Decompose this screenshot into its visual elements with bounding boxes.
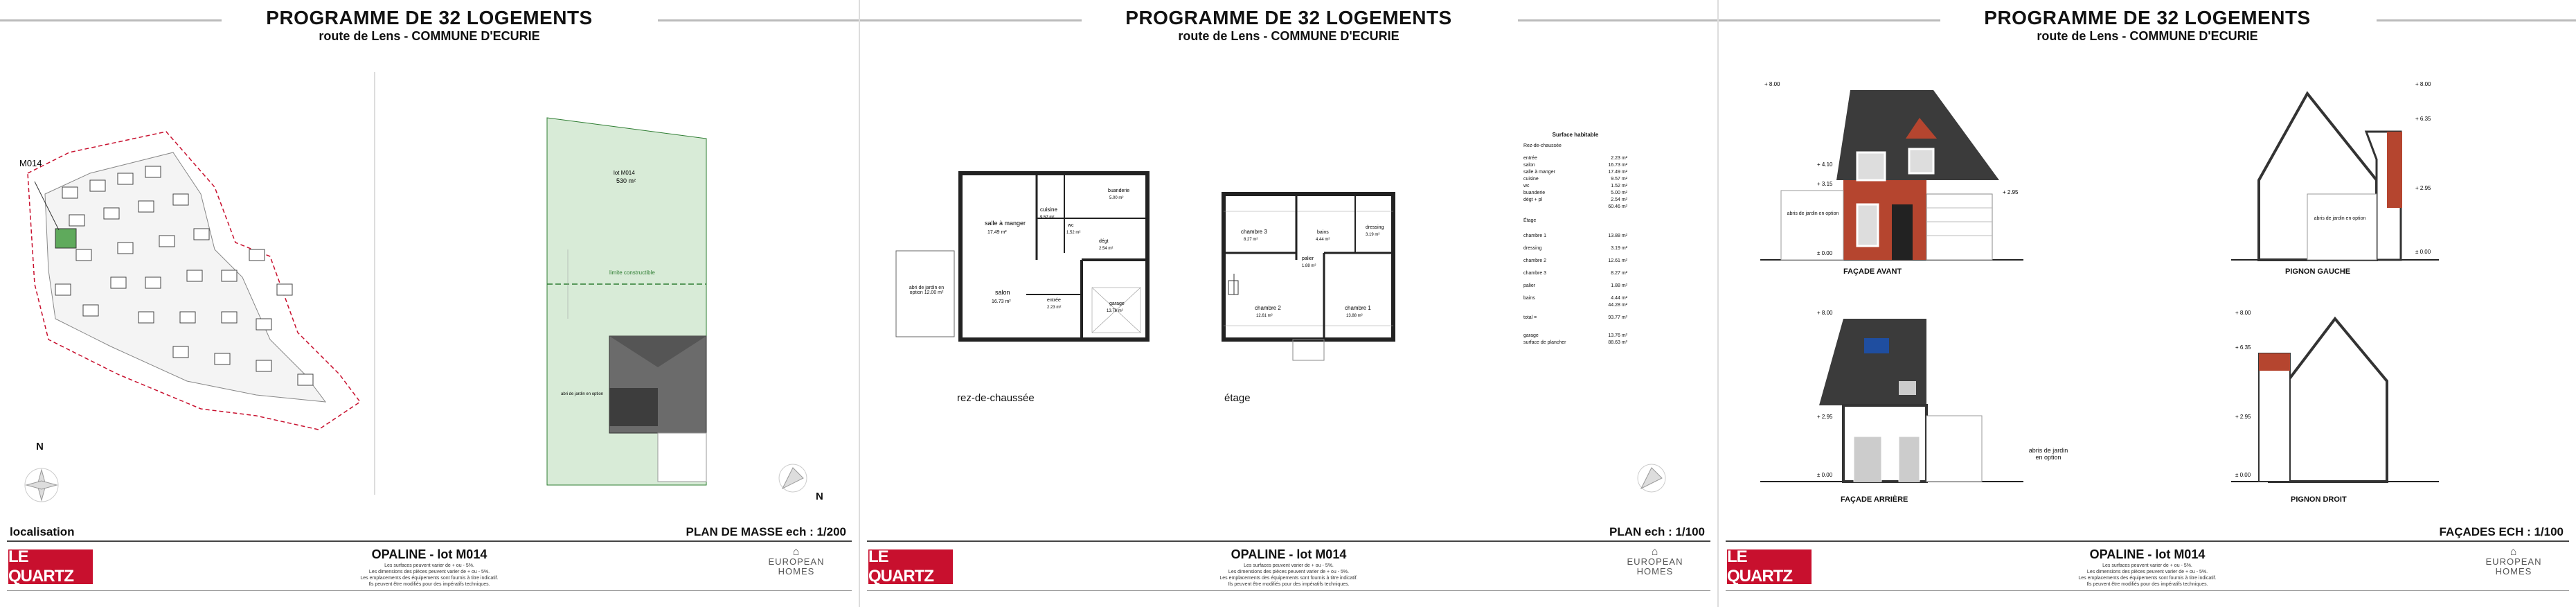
- scale-label: PLAN ech : 1/100: [1609, 525, 1705, 538]
- room-chambre-1: chambre 1: [1345, 305, 1371, 311]
- lot-area-value: 530 m²: [616, 177, 636, 184]
- lot-area-title: lot M014: [614, 170, 635, 176]
- sheet-facades: [1719, 0, 2576, 607]
- lot-title: OPALINE - lot M014: [1231, 547, 1347, 561]
- upper-floor-plan: [1220, 191, 1400, 371]
- caption-pignon-droit: PIGNON DROIT: [2291, 495, 2347, 504]
- level-295-rd: + 2.95: [2235, 414, 2251, 420]
- lot-title: OPALINE - lot M014: [371, 547, 488, 561]
- surface-table: [1523, 132, 1627, 346]
- svg-text:16.73 m²: 16.73 m²: [992, 299, 1011, 304]
- caption-facade-rear: FAÇADE ARRIÈRE: [1841, 495, 1908, 504]
- level-635-lg: + 6.35: [2415, 116, 2431, 122]
- sheet-floorplan: [860, 0, 1717, 607]
- svg-text:2.23 m²: 2.23 m²: [1047, 306, 1062, 310]
- svg-text:4.44 m²: 4.44 m²: [1316, 238, 1330, 242]
- page-subtitle: route de Lens - COMMUNE D'ECURIE: [2037, 29, 2258, 43]
- house-icon: ⌂: [2510, 546, 2518, 558]
- ground-total-row: 60.46 m²: [1608, 204, 1627, 209]
- ground-floor-plan: [957, 170, 1151, 343]
- map-divider: [374, 72, 375, 495]
- level-410: + 4.10: [1817, 161, 1833, 168]
- level-0: ± 0.00: [1817, 250, 1833, 256]
- shed-label-left: abris de jardin en option: [2314, 216, 2366, 221]
- svg-text:13.76 m²: 13.76 m²: [1107, 309, 1123, 313]
- surface-row: dégt + pl 2.54 m²: [1523, 197, 1627, 202]
- room-chambre-3: chambre 3: [1241, 229, 1267, 235]
- compass-icon: [1634, 461, 1669, 495]
- footer-rule-bottom: [1726, 590, 2569, 591]
- compass-icon-2: [776, 461, 810, 495]
- european-homes-logo: ⌂ EUROPEAN HOMES: [2479, 547, 2548, 577]
- room-cuisine: cuisine: [1040, 206, 1057, 213]
- site-plan-map: [7, 111, 367, 457]
- surface-row: chambre 2 12.61 m²: [1523, 258, 1627, 263]
- pignon-droit-drawing: [2231, 305, 2439, 489]
- house-icon: ⌂: [1651, 546, 1659, 558]
- level-0-rd: ± 0.00: [2235, 472, 2251, 478]
- room-wc: wc: [1068, 223, 1074, 228]
- level-8-rd: + 8.00: [2235, 310, 2251, 316]
- surface-row: entrée 2.23 m²: [1523, 156, 1627, 161]
- pignon-gauche-drawing: [2231, 76, 2439, 263]
- level-8: + 8.00: [1764, 81, 1780, 87]
- caption-ground-floor: rez-de-chaussée: [957, 392, 1035, 404]
- surface-row: wc 1.52 m²: [1523, 184, 1627, 188]
- level-295: + 2.95: [2003, 189, 2019, 195]
- svg-text:1.52 m²: 1.52 m²: [1066, 231, 1081, 235]
- page-title: PROGRAMME DE 32 LOGEMENTS: [266, 7, 593, 28]
- svg-text:3.19 m²: 3.19 m²: [1366, 233, 1380, 237]
- level-8-lg: + 8.00: [2415, 81, 2431, 87]
- footer-rule: [1726, 540, 2569, 542]
- level-635-rd: + 6.35: [2235, 344, 2251, 351]
- surface-row: chambre 1 13.88 m²: [1523, 234, 1627, 238]
- compass-icon: [21, 464, 62, 506]
- level-295-lg: + 2.95: [2415, 185, 2431, 191]
- scale-label: FAÇADES ECH : 1/100: [2439, 525, 2564, 538]
- room-bains: bains: [1317, 230, 1329, 235]
- room-entree: entrée: [1047, 298, 1061, 303]
- brand-logo-le-quartz: LE QUARTZ: [8, 549, 93, 584]
- svg-text:17.49 m²: 17.49 m²: [987, 230, 1007, 235]
- european-homes-logo: ⌂ EUROPEAN HOMES: [762, 547, 831, 577]
- room-chambre-2: chambre 2: [1255, 305, 1281, 311]
- surface-row: dressing 3.19 m²: [1523, 246, 1627, 251]
- page-title: PROGRAMME DE 32 LOGEMENTS: [1984, 7, 2311, 28]
- caption-facade-front: FAÇADE AVANT: [1843, 267, 1902, 276]
- surface-row: bains 4.44 m²: [1523, 296, 1627, 301]
- lot-m014-highlight: [55, 229, 76, 248]
- floor-area-row: surface de plancher 88.63 m²: [1523, 340, 1627, 345]
- svg-text:2.54 m²: 2.54 m²: [1099, 247, 1113, 251]
- level-0-rear: ± 0.00: [1817, 472, 1833, 478]
- room-degt: dégt: [1099, 239, 1109, 244]
- upper-total-row: 44.28 m²: [1608, 303, 1627, 308]
- svg-text:8.27 m²: 8.27 m²: [1244, 238, 1258, 242]
- room-dressing: dressing: [1366, 225, 1384, 230]
- room-palier: palier: [1302, 256, 1314, 261]
- plan-de-masse: [540, 111, 713, 492]
- footer-rule: [867, 540, 1710, 542]
- total-row: total = 93.77 m²: [1523, 315, 1627, 320]
- european-homes-logo: ⌂ EUROPEAN HOMES: [1620, 547, 1690, 577]
- level-315: + 3.15: [1817, 181, 1833, 187]
- facade-rear-drawing: [1760, 305, 2023, 489]
- level-8-rear: + 8.00: [1817, 310, 1833, 316]
- shed-label-rear: abris de jardin en option: [2028, 447, 2068, 461]
- room-salle-a-manger: salle à manger: [985, 220, 1026, 227]
- section-label-left: localisation: [10, 525, 75, 538]
- ground-heading: Rez-de-chaussée: [1523, 143, 1562, 148]
- lot-marker-label: M014: [19, 158, 42, 168]
- shed-label-front: abris de jardin en option: [1787, 211, 1839, 216]
- surface-row: salle à manger 17.49 m²: [1523, 170, 1627, 175]
- footer-rule-bottom: [7, 590, 852, 591]
- house-icon: ⌂: [792, 546, 800, 558]
- footer-notes: Les surfaces peuvent varier de + ou - 5%. Les dimensions des pièces peuvent varier de + ou - 5%. Les emplacements des équipements sont fournis à titre indicatif. Ils peuvent être modifiés pour des impératifs techniques.: [360, 563, 499, 587]
- garden-shed-label: abri de jardin en option: [561, 392, 604, 396]
- scale-label: PLAN DE MASSE ech : 1/200: [686, 525, 846, 538]
- svg-text:9.57 m²: 9.57 m²: [1040, 215, 1055, 220]
- facade-front-drawing: [1760, 76, 2023, 263]
- north-label-plan: N: [816, 491, 823, 502]
- sheet-masterplan: [0, 0, 859, 607]
- footer-notes: Les surfaces peuvent varier de + ou - 5%. Les dimensions des pièces peuvent varier de + ou - 5%. Les emplacements des équipements sont fournis à titre indicatif. Ils peuvent être modifiés pour des impératifs techniques.: [2078, 563, 2217, 587]
- page-subtitle: route de Lens - COMMUNE D'ECURIE: [319, 29, 540, 43]
- constructible-label: limite constructible: [609, 270, 655, 276]
- surface-row: cuisine 9.57 m²: [1523, 177, 1627, 182]
- room-buanderie: buanderie: [1108, 188, 1130, 193]
- room-garage: garage: [1109, 301, 1125, 306]
- svg-text:5.00 m²: 5.00 m²: [1109, 196, 1124, 200]
- caption-upper-floor: étage: [1224, 392, 1251, 404]
- brand-logo-le-quartz: LE QUARTZ: [868, 549, 953, 584]
- surface-row: buanderie 5.00 m²: [1523, 191, 1627, 195]
- upper-heading: Étage: [1523, 218, 1537, 223]
- surface-row: chambre 3 8.27 m²: [1523, 271, 1627, 276]
- garage-row: garage 13.76 m²: [1523, 333, 1627, 338]
- level-295-rear: + 2.95: [1817, 414, 1833, 420]
- svg-text:1.88 m²: 1.88 m²: [1302, 264, 1316, 268]
- page-subtitle: route de Lens - COMMUNE D'ECURIE: [1178, 29, 1399, 43]
- north-label-map: N: [36, 441, 44, 452]
- footer-notes: Les surfaces peuvent varier de + ou - 5%. Les dimensions des pièces peuvent varier de + ou - 5%. Les emplacements des équipements sont fournis à titre indicatif. Ils peuvent être modifiés pour des impératifs techniques.: [1219, 563, 1358, 587]
- brand-logo-le-quartz: LE QUARTZ: [1727, 549, 1812, 584]
- caption-pignon-gauche: PIGNON GAUCHE: [2285, 267, 2351, 276]
- page-title: PROGRAMME DE 32 LOGEMENTS: [1125, 7, 1452, 28]
- svg-text:13.88 m²: 13.88 m²: [1346, 314, 1363, 318]
- lot-title: OPALINE - lot M014: [2089, 547, 2206, 561]
- shed-label: abri de jardin en option 12.00 m²: [909, 285, 945, 295]
- footer-rule: [7, 540, 852, 542]
- surface-table-title: Surface habitable: [1552, 132, 1599, 138]
- footer-rule-bottom: [867, 590, 1710, 591]
- surface-row: salon 16.73 m²: [1523, 163, 1627, 168]
- svg-text:12.61 m²: 12.61 m²: [1256, 314, 1273, 318]
- surface-row: palier 1.88 m²: [1523, 283, 1627, 288]
- level-0-lg: ± 0.00: [2415, 249, 2431, 255]
- room-salon: salon: [995, 289, 1010, 296]
